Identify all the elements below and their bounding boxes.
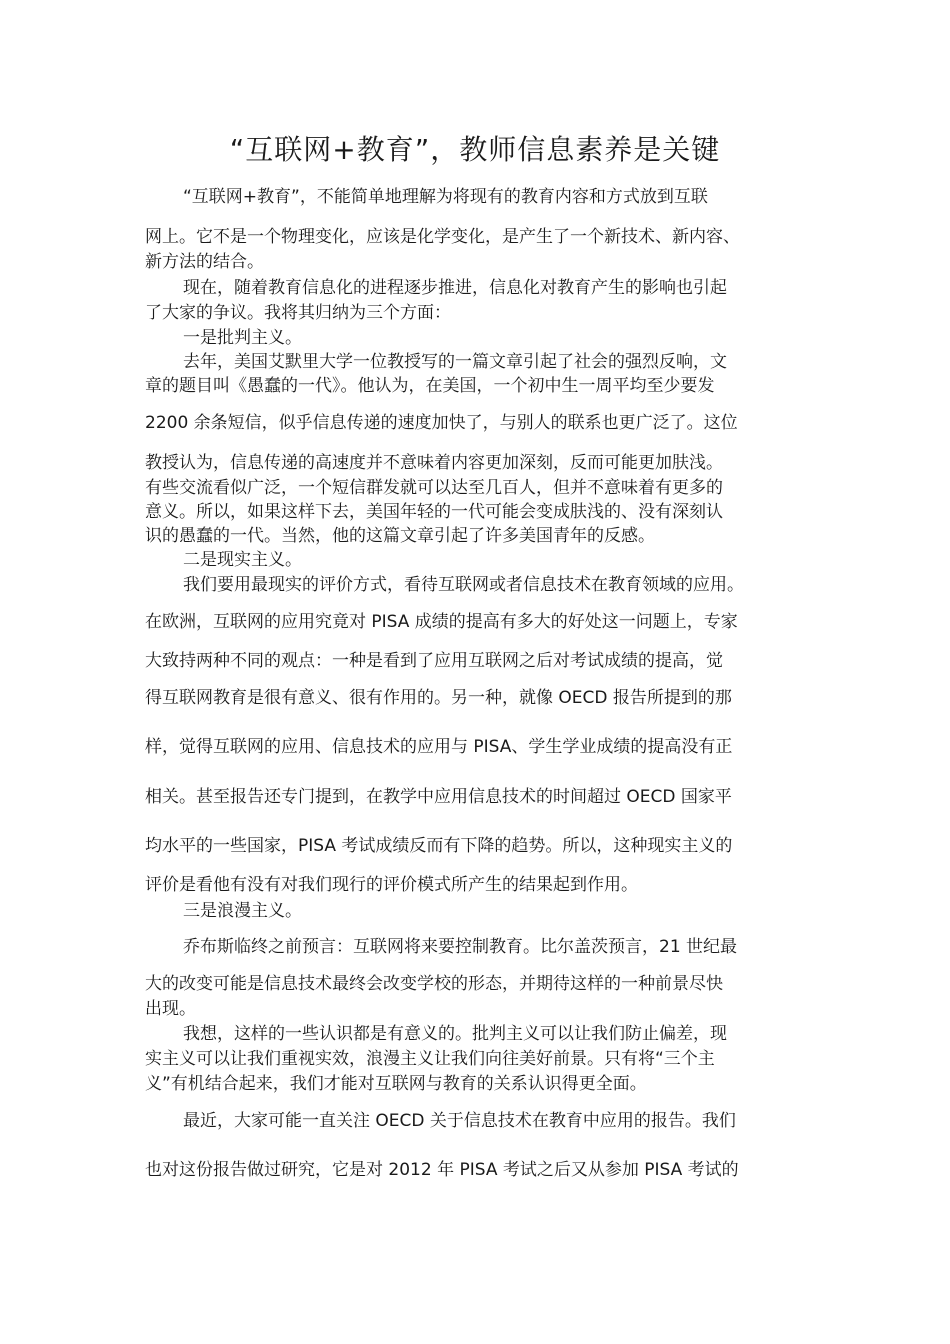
paragraph-line: 最近，大家可能一直关注 OECD 关于信息技术在教育中应用的报告。我们 (183, 1111, 736, 1131)
paragraph-line: 我们要用最现实的评价方式，看待互联网或者信息技术在教育领域的应用。 (183, 575, 744, 595)
paragraph-line: 实主义可以让我们重视实效，浪漫主义让我们向往美好前景。只有将“三个主 (145, 1049, 715, 1069)
paragraph-line: 也对这份报告做过研究，它是对 2012 年 PISA 考试之后又从参加 PISA 考试的 (145, 1160, 739, 1180)
paragraph-line: 出现。 (145, 999, 196, 1019)
paragraph-line: 了大家的争议。我将其归纳为三个方面： (145, 303, 451, 323)
paragraph-line: 样，觉得互联网的应用、信息技术的应用与 PISA、学生学业成绩的提高没有正 (145, 737, 733, 757)
paragraph-line: 现在，随着教育信息化的进程逐步推进，信息化对教育产生的影响也引起 (183, 278, 727, 298)
paragraph-line: 我想，这样的一些认识都是有意义的。批判主义可以让我们防止偏差，现 (183, 1024, 727, 1044)
document-title: “互联网+教育”，教师信息素养是关键 (229, 133, 721, 166)
paragraph-line: 义”有机结合起来，我们才能对互联网与教育的关系认识得更全面。 (145, 1074, 647, 1094)
paragraph-line: 有些交流看似广泛，一个短信群发就可以达至几百人，但并不意味着有更多的 (145, 478, 723, 498)
paragraph-line: 相关。甚至报告还专门提到，在教学中应用信息技术的时间超过 OECD 国家平 (145, 787, 732, 807)
paragraph-line: 去年，美国艾默里大学一位教授写的一篇文章引起了社会的强烈反响，文 (183, 352, 727, 372)
paragraph-line: 新方法的结合。 (145, 252, 264, 272)
paragraph-line: 得互联网教育是很有意义、很有作用的。另一种，就像 OECD 报告所提到的那 (145, 688, 732, 708)
paragraph-line: 网上。它不是一个物理变化，应该是化学变化，是产生了一个新技术、新内容、 (145, 227, 740, 247)
paragraph-line: 在欧洲，互联网的应用究竟对 PISA 成绩的提高有多大的好处这一问题上，专家 (145, 612, 738, 632)
paragraph-line: 教授认为，信息传递的高速度并不意味着内容更加深刻，反而可能更加肤浅。 (145, 453, 723, 473)
section-heading: 一是批判主义。 (183, 328, 302, 348)
paragraph-line: 2200 余条短信，似乎信息传递的速度加快了，与别人的联系也更广泛了。这位 (145, 413, 738, 433)
paragraph-line: 大的改变可能是信息技术最终会改变学校的形态，并期待这样的一种前景尽快 (145, 974, 723, 994)
section-heading: 三是浪漫主义。 (183, 901, 302, 921)
paragraph-line: “互联网+教育”，不能简单地理解为将现有的教育内容和方式放到互联 (183, 187, 708, 207)
paragraph-line: 意义。所以，如果这样下去，美国年轻的一代可能会变成肤浅的、没有深刻认 (145, 502, 723, 522)
paragraph-line: 章的题目叫《愚蠢的一代》。他认为，在美国，一个初中生一周平均至少要发 (145, 376, 715, 396)
paragraph-line: 乔布斯临终之前预言：互联网将来要控制教育。比尔盖茨预言，21 世纪最 (183, 937, 738, 957)
section-heading: 二是现实主义。 (183, 550, 302, 570)
paragraph-line: 均水平的一些国家，PISA 考试成绩反而有下降的趋势。所以，这种现实主义的 (145, 836, 733, 856)
paragraph-line: 识的愚蠢的一代。当然，他的这篇文章引起了许多美国青年的反感。 (145, 526, 655, 546)
paragraph-line: 评价是看他有没有对我们现行的评价模式所产生的结果起到作用。 (145, 875, 638, 895)
paragraph-line: 大致持两种不同的观点：一种是看到了应用互联网之后对考试成绩的提高，觉 (145, 651, 723, 671)
